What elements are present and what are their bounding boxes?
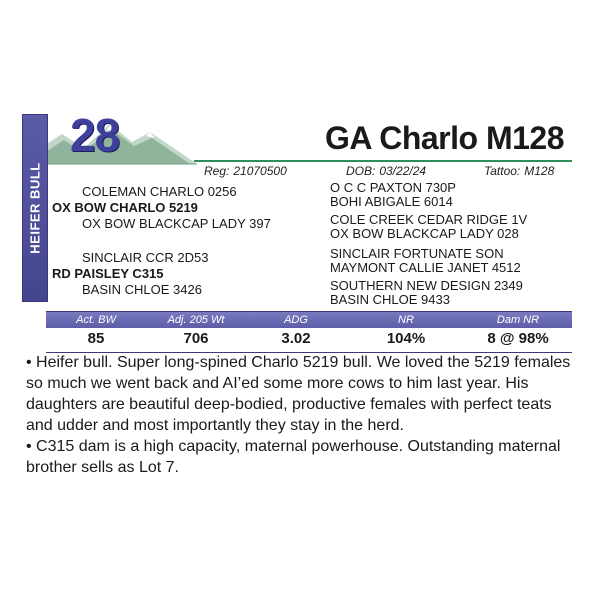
animal-name: GA Charlo M128	[325, 120, 564, 156]
lot-number: 28	[70, 109, 120, 161]
stat-value: 8 @ 98%	[487, 330, 549, 347]
pedigree-dam: RD PAISLEY C315	[52, 266, 164, 281]
note-paragraph: • C315 dam is a high capacity, maternal powerhouse. Outstanding maternal brother sells as Lot 7.	[26, 438, 561, 476]
lot-card	[22, 104, 580, 504]
stat-label: Act. BW	[76, 314, 116, 326]
tattoo-label: Tattoo:	[484, 164, 521, 178]
stat-label: Dam NR	[496, 314, 540, 326]
pedigree-sire-dam: OX BOW BLACKCAP LADY 397	[82, 216, 271, 231]
pedigree-right-4: OX BOW BLACKCAP LADY 028	[330, 226, 519, 241]
stat-adg	[246, 312, 346, 350]
tattoo-field	[484, 164, 554, 178]
stat-nr	[356, 312, 456, 350]
stat-label: Adj. 205 Wt	[167, 314, 225, 326]
category-label: HEIFER BULL	[27, 162, 43, 254]
pedigree-right-8: BASIN CHLOE 9433	[330, 292, 450, 307]
pedigree-right-7: SOUTHERN NEW DESIGN 2349	[330, 278, 523, 293]
pedigree-dam-sire: SINCLAIR CCR 2D53	[82, 250, 209, 265]
pedigree-right-2: BOHI ABIGALE 6014	[330, 194, 453, 209]
stat-value: 3.02	[281, 330, 311, 347]
pedigree-right-6: MAYMONT CALLIE JANET 4512	[330, 260, 521, 275]
dob-label: DOB:	[346, 164, 376, 178]
name-divider	[194, 160, 572, 162]
stat-value: 104%	[386, 330, 426, 347]
stat-dam-nr	[468, 312, 568, 350]
stat-label: NR	[398, 314, 414, 326]
tattoo-value: M128	[524, 164, 555, 178]
pedigree-dam-dam: BASIN CHLOE 3426	[82, 282, 202, 297]
lot-logo	[22, 104, 202, 168]
pedigree-right-3: COLE CREEK CEDAR RIDGE 1V	[330, 212, 528, 227]
reg-value: 21070500	[233, 164, 287, 178]
stat-value: 85	[87, 330, 105, 347]
stat-act-bw	[46, 312, 146, 350]
category-bar	[22, 114, 48, 302]
dob-field	[346, 164, 426, 178]
reg-label: Reg:	[204, 164, 230, 178]
stat-label: ADG	[284, 314, 308, 326]
pedigree-right-1: O C C PAXTON 730P	[330, 180, 456, 195]
stat-adj-205-wt	[146, 312, 246, 350]
dob-value: 03/22/24	[379, 164, 427, 178]
pedigree-right-5: SINCLAIR FORTUNATE SON	[330, 246, 504, 261]
stat-value: 706	[183, 330, 209, 347]
pedigree-sire-sire: COLEMAN CHARLO 0256	[82, 184, 237, 199]
reg-field	[204, 164, 287, 178]
pedigree-sire: OX BOW CHARLO 5219	[52, 200, 198, 215]
note-paragraph: • Heifer bull. Super long-spined Charlo 5219 bull. We loved the 5219 females so much we went back and AI’ed some more cows to him last year. His daughters are beautiful deep-bodied, productive females with perfect teats and udder and most importantly they stay in the herd.	[26, 354, 571, 434]
lot-notes	[26, 352, 574, 478]
performance-stats	[46, 311, 572, 353]
